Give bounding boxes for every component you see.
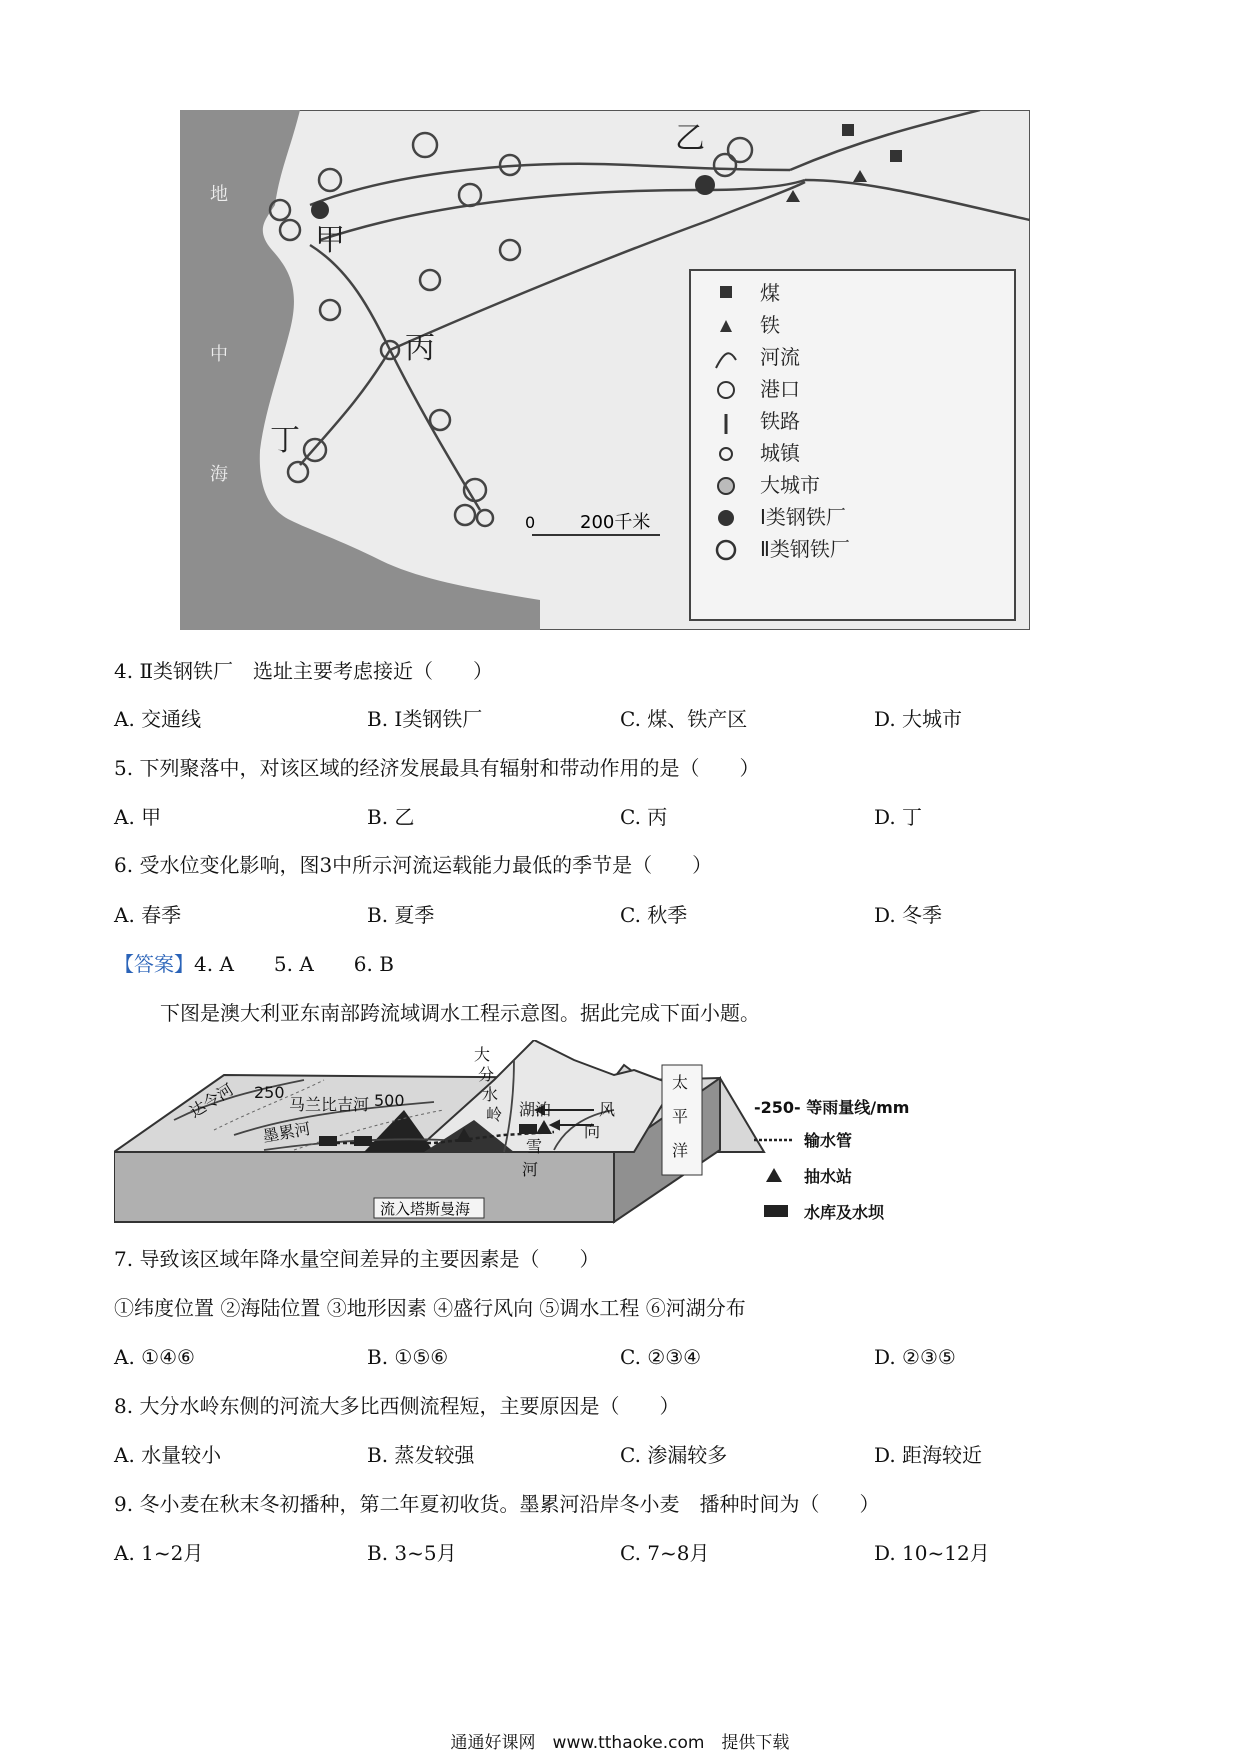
label-murrumbidgee-river: 马兰比吉河 [289, 1095, 370, 1114]
question-4: 4. Ⅱ类钢铁厂 选址主要考虑接近（ ） [114, 659, 494, 683]
legend-isohyet: -250- 等雨量线/mm [754, 1098, 910, 1117]
sea-label-3: 海 [210, 464, 228, 485]
q5-option-a: A. 甲 [114, 805, 162, 829]
legend-pump-station: 抽水站 [804, 1167, 853, 1186]
q8-option-b: B. 蒸发较强 [367, 1443, 475, 1467]
legend-river: 河流 [760, 345, 800, 369]
q6-option-c: C. 秋季 [620, 903, 688, 927]
q9-option-c: C. 7~8月 [620, 1541, 710, 1565]
q8-option-d: D. 距海较近 [874, 1443, 983, 1467]
question-7: 7. 导致该区域年降水量空间差异的主要因素是（ ） [114, 1247, 600, 1271]
place-yi: 乙 [675, 121, 705, 156]
label-iso250: 250 [254, 1083, 285, 1102]
intro-text: 下图是澳大利亚东南部跨流域调水工程示意图。据此完成下面小题。 [160, 1001, 760, 1025]
question-5: 5. 下列聚落中，对该区域的经济发展最具有辐射和带动作用的是（ ） [114, 756, 760, 780]
label-darling-river: 达令河 [186, 1079, 237, 1122]
label-divide-3: 水 [482, 1085, 499, 1104]
q4-option-c: C. 煤、铁产区 [620, 707, 748, 731]
label-divide-4: 岭 [486, 1105, 503, 1124]
q4-option-b: B. Ⅰ类钢铁厂 [367, 707, 483, 731]
label-wind-2: 向 [584, 1122, 601, 1141]
q9-option-d: D. 10~12月 [874, 1541, 990, 1565]
q9-option-b: B. 3~5月 [367, 1541, 457, 1565]
answer-line [114, 951, 394, 977]
place-ding: 丁 [270, 423, 300, 458]
q7-option-a: A. ①④⑥ [114, 1345, 195, 1369]
label-ocean-3: 洋 [672, 1141, 689, 1160]
legend-coal: 煤 [760, 281, 780, 305]
steel-industry-map [180, 110, 1030, 630]
q6-option-d: D. 冬季 [874, 903, 943, 927]
label-iso500: 500 [374, 1091, 405, 1110]
answer-text: 4. A 5. A 6. B [194, 952, 394, 976]
q9-option-a: A. 1~2月 [114, 1541, 204, 1565]
label-snowy-1: 雪 [526, 1137, 543, 1156]
q7-option-c: C. ②③④ [620, 1345, 702, 1369]
label-lake: 湖泊 [519, 1100, 552, 1119]
q4-option-a: A. 交通线 [114, 707, 202, 731]
q6-option-b: B. 夏季 [367, 903, 435, 927]
q7-option-b: B. ①⑤⑥ [367, 1345, 449, 1369]
place-bing: 丙 [405, 331, 435, 366]
question-9: 9. 冬小麦在秋末冬初播种，第二年夏初收货。墨累河沿岸冬小麦 播种时间为（ ） [114, 1492, 880, 1516]
sea-label-1: 地 [210, 184, 228, 205]
q5-option-c: C. 丙 [620, 805, 668, 829]
legend-steel-plant-1: Ⅰ类钢铁厂 [760, 505, 846, 529]
scale-zero: 0 [525, 513, 536, 532]
q5-option-d: D. 丁 [874, 805, 923, 829]
q5-option-b: B. 乙 [367, 805, 415, 829]
label-wind-1: 风 [599, 1100, 616, 1119]
legend-port: 港口 [760, 377, 800, 401]
legend-iron: 铁 [760, 313, 780, 337]
legend-steel-plant-2: Ⅱ类钢铁厂 [760, 537, 850, 561]
label-tasman: 流入塔斯曼海 [380, 1200, 471, 1218]
sea-label-2: 中 [210, 344, 228, 365]
question-6: 6. 受水位变化影响，图3中所示河流运载能力最低的季节是（ ） [114, 853, 713, 877]
label-murray-river: 墨累河 [261, 1118, 312, 1146]
q6-option-a: A. 春季 [114, 903, 182, 927]
question-8: 8. 大分水岭东侧的河流大多比西侧流程短，主要原因是（ ） [114, 1394, 680, 1418]
water-transfer-diagram [114, 1040, 1024, 1230]
legend-reservoir: 水库及水坝 [804, 1203, 885, 1222]
label-divide-1: 大 [474, 1045, 491, 1064]
legend-town: 城镇 [760, 441, 800, 465]
legend-railway: 铁路 [760, 409, 800, 433]
q4-option-d: D. 大城市 [874, 707, 963, 731]
label-ocean-2: 平 [672, 1107, 689, 1126]
answer-tag: 【答案】 [114, 952, 194, 976]
label-snowy-2: 河 [522, 1160, 539, 1179]
q7-option-d: D. ②③⑤ [874, 1345, 956, 1369]
place-jia: 甲 [315, 223, 345, 258]
legend-big-city: 大城市 [760, 473, 820, 497]
legend-pipeline: 输水管 [804, 1131, 853, 1150]
q7-factors: ①纬度位置 ②海陆位置 ③地形因素 ④盛行风向 ⑤调水工程 ⑥河湖分布 [114, 1296, 746, 1320]
scale-label: 200千米 [580, 512, 651, 533]
label-divide-2: 分 [478, 1065, 495, 1084]
page-footer: 通通好课网 www.tthaoke.com 提供下载 [450, 1733, 790, 1753]
label-ocean-1: 太 [672, 1073, 689, 1092]
q8-option-c: C. 渗漏较多 [620, 1443, 728, 1467]
q8-option-a: A. 水量较小 [114, 1443, 222, 1467]
